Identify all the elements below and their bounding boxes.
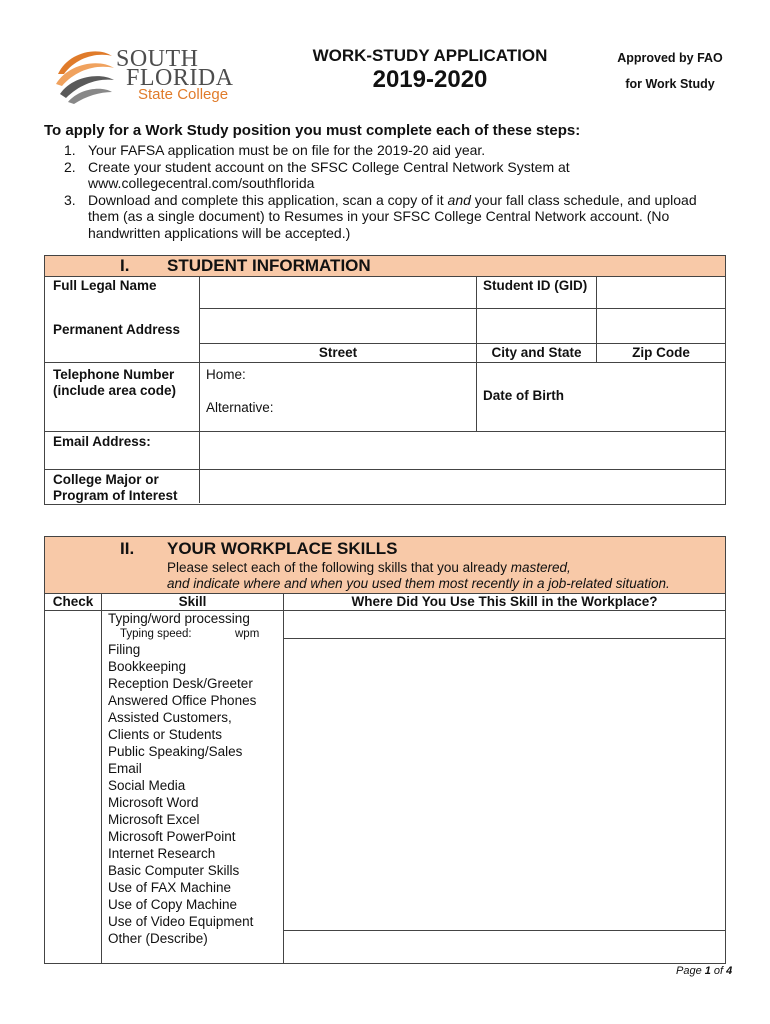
email-field[interactable] (200, 432, 725, 469)
skill-item: Email (108, 761, 142, 776)
step-text: handwritten applications will be accepted.) (88, 224, 351, 241)
typing-speed-label: Typing speed: (120, 628, 192, 640)
skill-item: Typing/word processing (108, 611, 250, 626)
step-item (64, 159, 724, 192)
college-major-label: College Major or (53, 472, 159, 487)
alternative-phone-label: Alternative: (206, 400, 274, 415)
skills-instructions (167, 560, 670, 592)
section-header (45, 537, 725, 594)
swoosh-logo-icon (54, 44, 116, 106)
wpm-label: wpm (235, 628, 260, 640)
skill-item: Assisted Customers, (108, 710, 232, 725)
section-header (45, 256, 725, 277)
full-legal-name-field[interactable] (200, 277, 475, 308)
zip-code-label: Zip Code (632, 345, 690, 360)
telephone-label: Telephone Number (53, 367, 175, 382)
skill-item: Microsoft Excel (108, 812, 200, 827)
skill-item: Use of FAX Machine (108, 880, 232, 895)
step-number: 2. (64, 158, 76, 175)
intro-heading: To apply for a Work Study position you must complete each of these steps: (44, 122, 581, 139)
page-of: of (710, 965, 727, 977)
instructions-emphasis: mastered, (510, 560, 571, 575)
program-of-interest-label: Program of Interest (53, 488, 178, 503)
logo-line-south: SOUTH (116, 46, 199, 72)
section-title: STUDENT INFORMATION (167, 256, 371, 275)
document-title: WORK-STUDY APPLICATION (312, 46, 548, 65)
permanent-address-label: Permanent Address (53, 322, 181, 337)
college-logo (54, 44, 254, 106)
zip-code-field[interactable] (597, 309, 725, 343)
column-header-skill: Skill (178, 594, 207, 609)
for-work-study: for Work Study (625, 77, 715, 91)
skill-item: Use of Video Equipment (108, 914, 254, 929)
page-current: 1 (704, 965, 711, 977)
workplace-skills-section (44, 536, 726, 964)
step-text-part: Download and complete this application, scan a copy of it (88, 191, 448, 208)
logo-line-florida: FLORIDA (126, 65, 234, 91)
skill-item: Use of Copy Machine (108, 897, 238, 912)
column-header-where: Where Did You Use This Skill in the Workplace? (351, 594, 658, 609)
step-text-emphasis: and (447, 191, 471, 208)
document-year: 2019-2020 (372, 66, 488, 93)
skill-item: Public Speaking/Sales (108, 744, 243, 759)
step-text: them (as a single document) to Resumes in your SFSC College Central Network account. (No (88, 208, 670, 224)
email-label: Email Address: (53, 434, 151, 449)
skill-item: Basic Computer Skills (108, 863, 240, 878)
typing-where-field[interactable] (284, 611, 725, 638)
student-id-label: Student ID (GID) (483, 278, 588, 293)
date-of-birth-field[interactable] (597, 364, 725, 430)
step-text: Your FAFSA application must be on file for the 2019-20 aid year. (88, 142, 486, 158)
college-central-url: www.collegecentral.com/southflorida (88, 175, 315, 191)
alternative-phone-field[interactable] (280, 397, 475, 430)
instructions-text: and indicate where and when you used them most recently in a job-related situation. (167, 576, 670, 591)
city-state-field[interactable] (477, 309, 595, 343)
skill-item: Reception Desk/Greeter (108, 676, 253, 691)
step-text: Create your student account on the SFSC College Central Network System at (88, 158, 570, 175)
home-phone-field[interactable] (245, 364, 475, 396)
skill-item: Filing (108, 642, 141, 657)
skills-list (108, 610, 283, 947)
typing-speed-row (108, 627, 283, 641)
student-id-field[interactable] (597, 277, 725, 308)
skill-item: Answered Office Phones (108, 693, 257, 708)
skill-item: Internet Research (108, 846, 216, 861)
telephone-label-note: (include area code) (53, 383, 177, 398)
date-of-birth-label: Date of Birth (483, 388, 564, 403)
skill-item: Bookkeeping (108, 659, 187, 674)
skills-where-field[interactable] (284, 639, 725, 930)
page-total: 4 (726, 965, 733, 977)
step-number: 3. (64, 191, 76, 208)
section-number: II. (120, 539, 135, 558)
student-information-section (44, 255, 726, 505)
skill-item: Clients or Students (108, 727, 223, 742)
skill-item: Other (Describe) (108, 931, 208, 946)
section-title: YOUR WORKPLACE SKILLS (167, 539, 398, 558)
skill-check-column[interactable] (46, 611, 100, 963)
step-number: 1. (64, 142, 76, 158)
street-field[interactable] (200, 309, 475, 343)
approved-by-fao: Approved by FAO (617, 51, 723, 65)
step-text-part: your fall class schedule, and upload (470, 191, 697, 208)
column-header-check: Check (52, 594, 94, 609)
step-text (88, 192, 724, 209)
skill-item: Microsoft PowerPoint (108, 829, 236, 844)
full-legal-name-label: Full Legal Name (53, 278, 157, 293)
page-number (676, 965, 732, 977)
step-item (64, 142, 724, 159)
steps-list (64, 142, 724, 241)
home-phone-label: Home: (206, 367, 246, 382)
skill-item: Social Media (108, 778, 186, 793)
instructions-text: Please select each of the following skills that you already (167, 560, 511, 575)
section-number: I. (120, 256, 130, 275)
skill-item: Microsoft Word (108, 795, 199, 810)
step-item (64, 192, 724, 242)
page-label: Page (676, 965, 705, 977)
logo-line-state-college: State College (138, 86, 229, 103)
city-state-label: City and State (491, 345, 582, 360)
street-label: Street (318, 345, 358, 360)
other-where-field[interactable] (284, 931, 725, 963)
college-major-field[interactable] (200, 470, 725, 503)
